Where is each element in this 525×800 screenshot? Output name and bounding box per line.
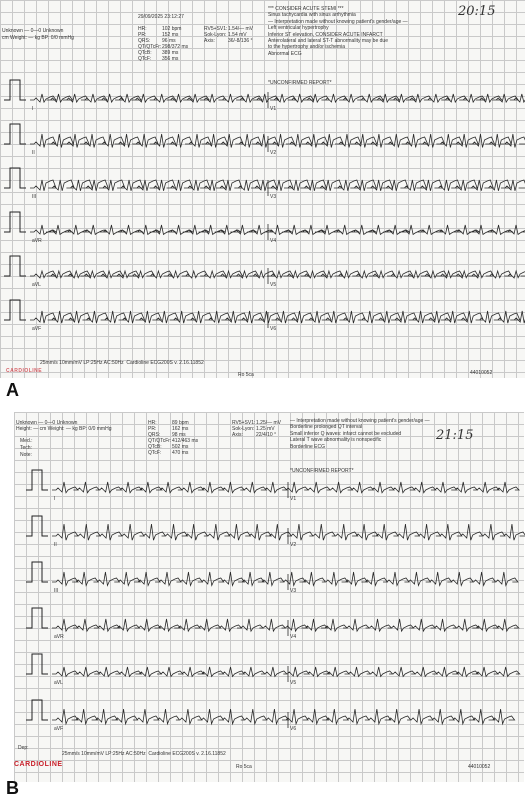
measurement-label: HR:: [148, 420, 157, 426]
measurement-value: 412/463 ms: [172, 438, 199, 444]
measurement-label: QTcB:: [148, 444, 162, 450]
measurement-value: 1.54 mV: [228, 32, 247, 38]
side-label: Med.:: [20, 438, 33, 444]
measurement-label: HR:: [138, 26, 147, 32]
interpretation-line: Inferior ST elevation, CONSIDER ACUTE INFARCT: [268, 31, 383, 38]
measurement-value: 89 bpm: [172, 420, 189, 426]
interpretation-line: Sinus tachycardia with sinus arrhythmia: [268, 12, 356, 19]
footer-center: Ro 5ca: [238, 372, 254, 378]
patient-line-1: Unknown — 0—0 Unknown: [2, 28, 64, 34]
calibration-pulse: [4, 212, 26, 232]
measurement-value: 152 ms: [162, 32, 179, 38]
measurement-label: Axis:: [204, 38, 215, 44]
ecg-waveform: [52, 572, 518, 586]
lead-label: aVL: [32, 282, 41, 288]
measurement-label: QRS:: [148, 432, 161, 438]
handwritten-time: 20:15: [458, 4, 496, 19]
ecg-panel-a: [0, 0, 525, 378]
patient-line-1: Unknown — 0—0 Unknown: [16, 420, 78, 426]
ecg-waveform: [30, 311, 525, 323]
timestamp: 29/09/2025 23:12:27: [138, 14, 184, 20]
calibration-pulse: [26, 700, 48, 720]
calibration-pulse: [26, 470, 48, 490]
lead-label: I: [32, 106, 34, 112]
measurement-label: PR:: [138, 32, 147, 38]
handwritten-time: 21:15: [436, 428, 474, 443]
interpretation-line: Abnormal ECG: [268, 50, 302, 57]
calibration-pulse: [4, 124, 26, 144]
ecg-waveform: [52, 667, 520, 676]
panel-label-a: A: [6, 380, 19, 400]
interpretation-line: *** CONSIDER ACUTE STEMI ***: [268, 6, 344, 12]
lead-label: V2: [270, 150, 277, 156]
measurement-label: QRS:: [138, 38, 151, 44]
measurement-label: Sok-Lyon:: [204, 32, 227, 38]
measurement-value: 389 ms: [162, 50, 179, 56]
ecg-waveform: [52, 524, 525, 540]
calibration-pulse: [26, 654, 48, 674]
lead-label: aVR: [54, 634, 64, 640]
side-label: Tech:: [20, 445, 32, 451]
lead-label: V3: [290, 588, 297, 594]
footer-serial: 44010052: [468, 764, 491, 770]
calibration-pulse: [4, 80, 26, 100]
measurement-value: 98 ms: [172, 432, 186, 438]
lead-label: V4: [270, 238, 277, 244]
interpretation-line: to the hypertrophy and/or ischemia: [268, 44, 345, 51]
interpretation-line: — Interpretation made without knowing patient's gender/age —: [268, 18, 408, 25]
side-label: Note:: [20, 452, 32, 458]
measurement-value: 36/-8/136 °: [228, 38, 253, 44]
lead-label: V5: [290, 680, 297, 686]
patient-line-2: Height: — cm Weight: — kg BP: 0/0 mmHg: [16, 426, 112, 432]
measurement-value: 102 bpm: [162, 26, 182, 32]
lead-label: I: [54, 496, 56, 502]
interpretation-line: Small inferior Q waves: infarct cannot be excluded: [290, 430, 402, 437]
lead-label: V6: [290, 726, 297, 732]
footer-settings: 25mm/s 10mm/mV LP:25Hz AC:50Hz Cardioline ECG200S v. 2.16.11852: [40, 360, 204, 366]
footer-settings: 25mm/s 10mm/mV LP:25Hz AC:50Hz Cardioline ECG200S v. 2.16.11852: [62, 751, 226, 757]
measurement-label: PR:: [148, 426, 157, 432]
measurement-label: QTcB:: [138, 50, 152, 56]
patient-line-2: cm Weight: — kg BP: 0/0 mmHg: [2, 35, 74, 41]
lead-label: aVR: [32, 238, 42, 244]
calibration-pulse: [26, 562, 48, 582]
interpretation-line: Left ventricular hypertrophy: [268, 25, 329, 32]
interpretation-line: — Interpretation made without knowing patient's gender/age —: [290, 418, 430, 424]
measurement-value: 1.25 mV: [256, 426, 275, 432]
interpretation-line: Borderline ECG: [290, 443, 326, 450]
unconfirmed-report: *UNCONFIRMED REPORT*: [268, 80, 332, 86]
ecg-traces: [0, 0, 525, 378]
panel-label-b: B: [6, 778, 19, 798]
interpretation-line: Lateral T wave abnormality is nonspecific: [290, 437, 382, 444]
lead-label: aVF: [32, 326, 42, 332]
lead-label: V3: [270, 194, 277, 200]
ecg-waveform: [52, 709, 515, 724]
measurement-label: RV5+SV1:: [232, 420, 256, 426]
measurement-value: 502 ms: [172, 444, 189, 450]
measurement-label: QT/QTcFr:: [138, 44, 162, 50]
interpretation-line: Borderline prolonged QT interval: [290, 424, 363, 431]
measurement-label: Sok-Lyon:: [232, 426, 255, 432]
calibration-pulse: [26, 516, 48, 536]
ecg-waveform: [30, 134, 525, 148]
measurement-value: 162 ms: [172, 426, 189, 432]
measurement-value: 1.25/— mV: [256, 420, 282, 426]
measurement-label: QTcF:: [148, 450, 162, 456]
footer-center: Ro 5ca: [236, 764, 252, 770]
lead-label: aVF: [54, 726, 64, 732]
brand-logo: CARDIOLINE: [6, 368, 43, 374]
ecg-traces: [0, 412, 525, 784]
measurement-value: 356 ms: [162, 56, 179, 62]
ecg-waveform: [30, 94, 525, 102]
lead-label: III: [54, 588, 59, 594]
lead-label: V5: [270, 282, 277, 288]
lead-label: V6: [270, 326, 277, 332]
calibration-pulse: [4, 168, 26, 188]
lead-label: V4: [290, 634, 297, 640]
ecg-waveform: [52, 482, 519, 493]
lead-label: II: [54, 542, 57, 548]
lead-label: III: [32, 194, 37, 200]
unconfirmed-report: *UNCONFIRMED REPORT*: [290, 468, 354, 474]
ecg-panel-b: [0, 412, 525, 784]
measurement-value: 1.54/— mV: [228, 26, 254, 32]
measurement-label: QT/QTcFr:: [148, 438, 172, 444]
ecg-waveform: [52, 619, 519, 631]
measurement-value: 470 ms: [172, 450, 189, 456]
lead-label: II: [32, 150, 35, 156]
lead-label: V1: [290, 496, 297, 502]
measurement-label: QTcF:: [138, 56, 152, 62]
measurement-value: 22/4/10 °: [256, 432, 277, 438]
ecg-waveform: [30, 271, 525, 278]
lead-label: aVL: [54, 680, 63, 686]
measurement-label: RV5+SV1:: [204, 26, 228, 32]
lead-label: V1: [270, 106, 277, 112]
calibration-pulse: [4, 256, 26, 276]
interpretation-line: Anterolateral and lateral ST-T abnormality may be due: [268, 38, 388, 45]
ecg-waveform: [30, 180, 525, 191]
measurement-label: Axis:: [232, 432, 243, 438]
footer-dep-label: Dep:: [18, 745, 29, 751]
footer-serial: 44010052: [470, 370, 493, 376]
brand-logo: CARDIOLINE: [14, 761, 63, 768]
calibration-pulse: [4, 300, 26, 320]
lead-label: V2: [290, 542, 297, 548]
ecg-waveform: [30, 225, 525, 234]
measurement-value: 96 ms: [162, 38, 176, 44]
measurement-value: 298/372 ms: [162, 44, 189, 50]
calibration-pulse: [26, 608, 48, 628]
